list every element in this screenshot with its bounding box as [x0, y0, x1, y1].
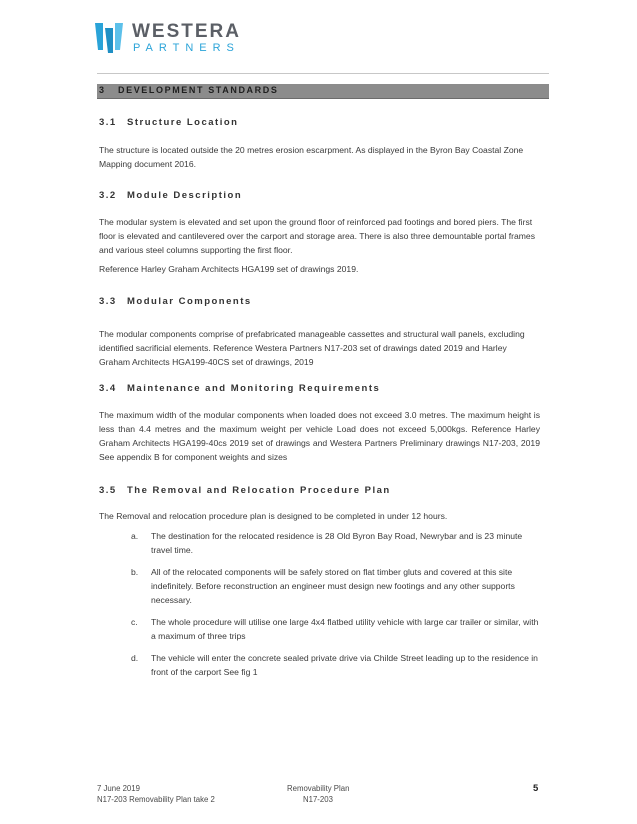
brand-subtitle: PARTNERS [133, 42, 240, 54]
list-item-text: All of the relocated components will be safely stored on flat timber gluts and covered at this site indefinitely. Before reconstruction an engineer must design new footings and any other supports necessary. [151, 567, 515, 605]
subsection-title: Module Description [127, 190, 243, 201]
subsection-heading [99, 190, 242, 201]
list-item-label: c. [131, 617, 138, 627]
subsection-number: 3.5 [99, 485, 117, 496]
subsection-number: 3.2 [99, 190, 117, 201]
paragraph: Reference Harley Graham Architects HGA199 set of drawings 2019. [99, 264, 359, 274]
subsection-number: 3.3 [99, 296, 117, 307]
westera-logo-mark-icon [94, 20, 128, 54]
subsection-number: 3.1 [99, 117, 117, 128]
list-item-label: a. [131, 531, 139, 541]
list-item-text: The vehicle will enter the concrete sealed private drive via Childe Street leading up to the residence in front of the carport See fig 1 [151, 653, 538, 677]
list-item-text: The whole procedure will utilise one large 4x4 flatbed utility vehicle with large car trailer or similar, with a maximum of three trips [151, 617, 539, 641]
section-title: DEVELOPMENT STANDARDS [118, 85, 279, 95]
paragraph: The Removal and relocation procedure plan is designed to be completed in under 12 hours. [99, 511, 448, 521]
subsection-heading [99, 383, 380, 394]
subsection-heading [99, 117, 238, 128]
subsection-title: Maintenance and Monitoring Requirements [127, 383, 381, 394]
subsection-title: The Removal and Relocation Procedure Plan [127, 485, 391, 496]
subsection-heading [99, 296, 252, 307]
page-number: 5 [533, 783, 539, 794]
section-heading-bar [97, 84, 549, 99]
list-item [131, 615, 541, 643]
list-item [131, 529, 541, 557]
footer-date: 7 June 2019 [97, 784, 140, 793]
footer-file-name: N17-203 Removability Plan take 2 [97, 795, 215, 804]
subsection-heading [99, 485, 391, 496]
footer-doc-title: Removability Plan [287, 784, 350, 793]
subsection-number: 3.4 [99, 383, 117, 394]
section-number: 3 [99, 85, 106, 95]
footer-doc-code: N17-203 [303, 795, 333, 804]
list-item-label: b. [131, 567, 139, 577]
procedure-list [131, 529, 541, 687]
list-item [131, 565, 541, 607]
list-item-text: The destination for the relocated residence is 28 Old Byron Bay Road, Newrybar and is 23 minute travel time. [151, 531, 523, 555]
paragraph: The modular system is elevated and set upon the ground floor of reinforced pad footings and bored piers. The first floor is elevated and cantilevered over the carport and storage area. There is also three demountable portal frames and various steel columns supporting the first floor. [99, 217, 535, 255]
paragraph: The maximum width of the modular components when loaded does not exceed 3.0 metres. The maximum height is less than 4.4 metres and the maximum weight per vehicle Load does not exceed 5,000kgs. Reference Harley Graham Architects HGA199-40cs 2019 set of drawings and Westera Partners Preliminary drawings N17-203, 2019 See appendix B for component weights and sizes [99, 410, 540, 462]
list-item-label: d. [131, 653, 139, 663]
subsection-title: Modular Components [127, 296, 252, 307]
paragraph: The modular components comprise of prefabricated manageable cassettes and structural wall panels, excluding identified sacrificial elements. Reference Westera Partners N17-203 set of drawings dated 2019 and Harley Graham Architects HGA199-40CS set of drawings, 2019 [99, 329, 525, 367]
header-divider [97, 73, 549, 74]
subsection-title: Structure Location [127, 117, 239, 128]
paragraph: The structure is located outside the 20 metres erosion escarpment. As displayed in the Byron Bay Coastal Zone Mapping document 2016. [99, 145, 524, 169]
list-item [131, 651, 541, 679]
brand-name: WESTERA [132, 21, 241, 42]
